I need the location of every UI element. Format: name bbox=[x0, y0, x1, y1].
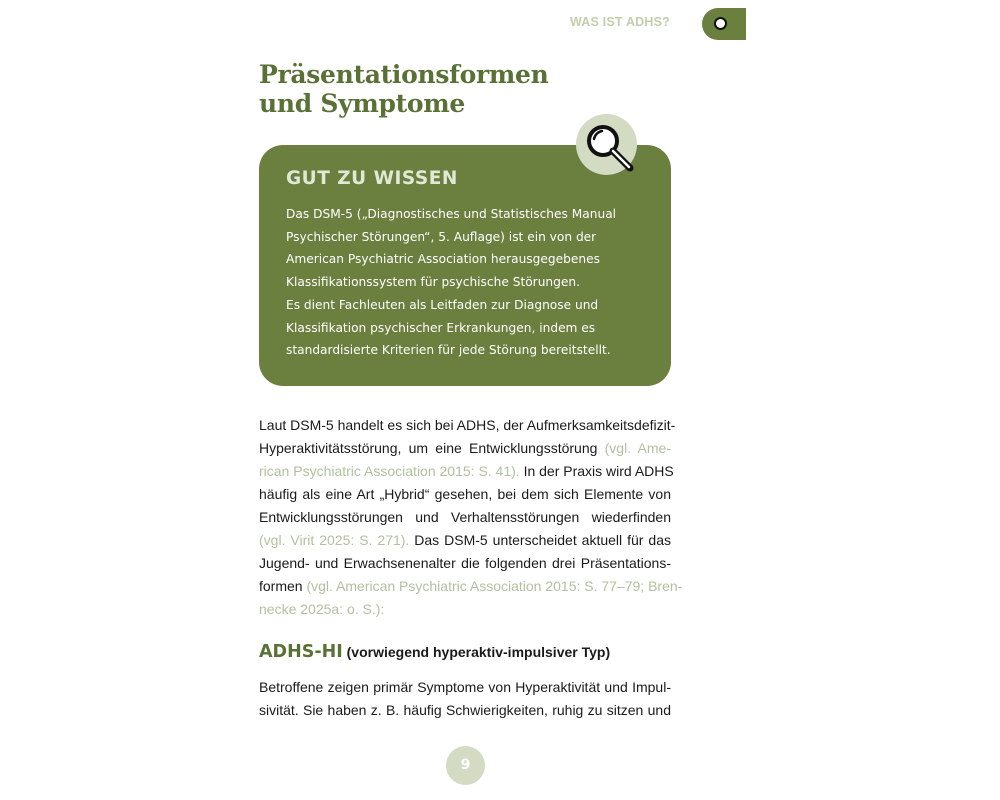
info-box-line: Psychischer Störungen“, 5. Auflage) ist ein von der bbox=[286, 229, 597, 244]
citation: necke 2025a: o. S.): bbox=[259, 601, 385, 617]
info-box-line: Es dient Fachleuten als Leitfaden zur Diagnose und bbox=[286, 297, 599, 312]
text-line: rican Psychiatric Association 2015: S. 41). In der Praxis wird ADHS bbox=[259, 463, 674, 479]
section-heading-acronym: ADHS-HI bbox=[259, 642, 343, 662]
page-number-badge: 9 bbox=[446, 746, 485, 785]
citation: rican Psychiatric Association 2015: S. 41). bbox=[259, 463, 520, 479]
magnifier-icon bbox=[576, 114, 637, 175]
text-line: Laut DSM-5 handelt es sich bei ADHS, der Aufmerksamkeitsdefizit- bbox=[259, 417, 676, 433]
section-heading-adhs-hi bbox=[259, 640, 671, 664]
text-line bbox=[259, 598, 671, 621]
info-box-title: GUT ZU WISSEN bbox=[286, 168, 458, 189]
text-line: Jugend- und Erwachsenenalter die folgenden drei Präsentations- bbox=[259, 555, 671, 571]
body-paragraph-adhs-hi bbox=[259, 676, 671, 722]
info-box-line: Klassifikationssystem für psychische Störungen. bbox=[286, 275, 580, 290]
running-header-section-label: WAS IST ADHS? bbox=[569, 15, 670, 29]
text-line: Entwicklungsstörungen und Verhaltensstörungen wiederfinden bbox=[259, 509, 671, 525]
page-title bbox=[259, 60, 679, 118]
body-paragraph-dsm5 bbox=[259, 414, 683, 621]
info-box-good-to-know bbox=[259, 145, 671, 386]
citation: (vgl. Ame- bbox=[604, 440, 671, 456]
magnifier-badge bbox=[576, 114, 637, 175]
text-line: (vgl. Virit 2025: S. 271). Das DSM-5 unterscheidet aktuell für das bbox=[259, 532, 671, 548]
info-box-text bbox=[286, 203, 647, 362]
circle-icon bbox=[714, 17, 727, 30]
text-line: formen (vgl. American Psychiatric Association 2015: S. 77–79; Bren- bbox=[259, 578, 683, 594]
info-box-line: standardisierte Kriterien für jede Störung bereitstellt. bbox=[286, 343, 611, 358]
section-heading-description: (vorwiegend hyperaktiv-impulsiver Typ) bbox=[342, 644, 611, 660]
page-title-line-1: Präsentationsformen bbox=[259, 60, 549, 89]
info-box-line: American Psychiatric Association herausgegebenes bbox=[286, 252, 600, 267]
text-line: Hyperaktivitätsstörung, um eine Entwicklungsstörung (vgl. Ame- bbox=[259, 440, 671, 456]
citation: (vgl. American Psychiatric Association 2015: S. 77–79; Bren- bbox=[306, 578, 683, 594]
text-line: sivität. Sie haben z. B. häufig Schwierigkeiten, ruhig zu sitzen und bbox=[259, 702, 671, 718]
chapter-tab bbox=[702, 8, 746, 40]
citation: (vgl. Virit 2025: S. 271). bbox=[259, 532, 410, 548]
page-title-line-2: und Symptome bbox=[259, 89, 466, 118]
text-line: häufig als eine Art „Hybrid“ gesehen, bei dem sich Elemente von bbox=[259, 486, 671, 502]
text-line: Betroffene zeigen primär Symptome von Hyperaktivität und Impul- bbox=[259, 679, 671, 695]
info-box-line: Klassifikation psychischer Erkrankungen, indem es bbox=[286, 320, 596, 335]
info-box-line: Das DSM-5 („Diagnostisches und Statistisches Manual bbox=[286, 207, 617, 221]
